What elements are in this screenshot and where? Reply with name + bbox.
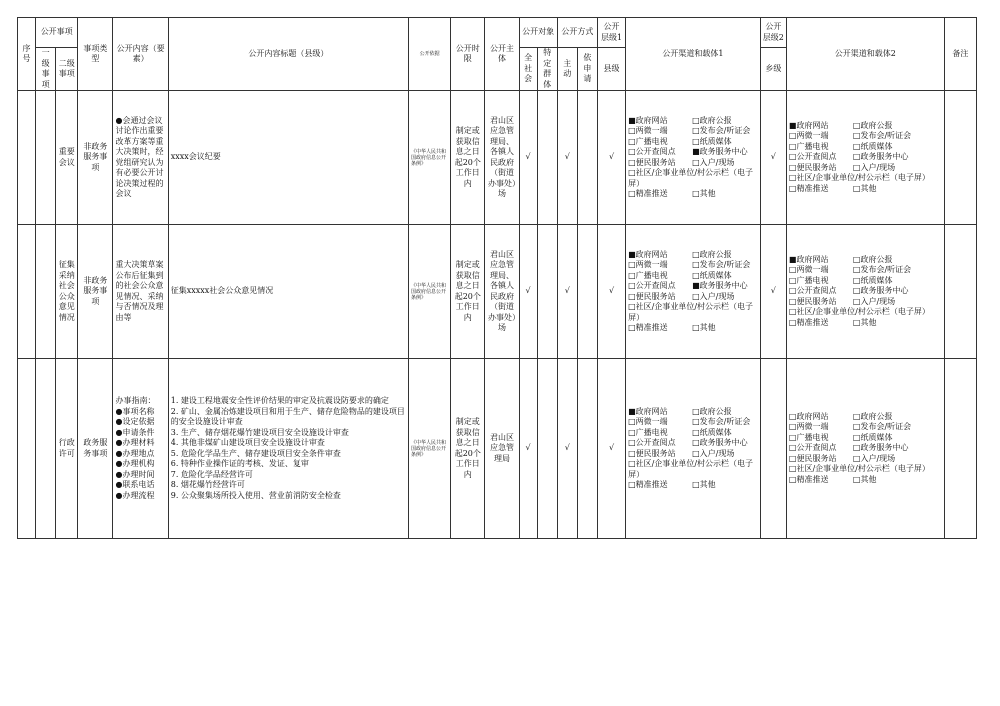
channel-option: □社区/企事业单位/村公示栏（电子屏）: [628, 459, 754, 479]
disclosure-table: [17, 17, 977, 539]
header-remarks: 备注: [944, 18, 976, 91]
channel-1-cell: [626, 91, 761, 225]
seq-cell: [18, 359, 36, 539]
channel-option: □精准推送 □其他: [788, 317, 877, 327]
subject-cell: 君山区应急管理局、各镇人民政府（街道办事处）场: [485, 225, 519, 359]
header-item-group: 公开事项: [36, 18, 78, 48]
header-content-elements: 公开内容（要素）: [113, 18, 168, 91]
channel-option: □社区/企事业单位/村公示栏（电子屏）: [788, 173, 930, 183]
type-cell: 非政务服务事项: [78, 91, 113, 225]
title-cell: 征集xxxxx社会公众意见情况: [168, 225, 408, 359]
channel-option: □精准推送 □其他: [628, 189, 716, 198]
county-cell: √: [597, 225, 625, 359]
township-cell: [760, 359, 786, 539]
channel-option: □公开查阅点 ■政务服务中心: [628, 147, 748, 156]
header-channel-2: 公开渠道和载体2: [786, 18, 944, 91]
header-target-group: 公开对象: [519, 18, 557, 48]
channel-option: □两微一端 □发布会/听证会: [628, 260, 751, 269]
channel-option: □便民服务站 □入户/现场: [788, 296, 896, 306]
channel-option: □公开查阅点 □政务服务中心: [788, 286, 909, 296]
header-on-request: 依申请: [577, 48, 597, 91]
header-time-limit: 公开时限: [451, 18, 485, 91]
channel-option: □便民服务站 □入户/现场: [788, 162, 896, 172]
channel-option: □公开查阅点 □政务服务中心: [788, 152, 909, 162]
type-cell: 非政务服务事项: [78, 225, 113, 359]
channel-option: ■政府网站 □政府公报: [788, 254, 893, 264]
channel-2-cell: [786, 359, 944, 539]
header-county: 县级: [597, 48, 625, 91]
header-all-society: 全社会: [519, 48, 537, 91]
channel-1-cell: [626, 225, 761, 359]
header-township: 乡级: [760, 48, 786, 91]
subject-cell: 君山区应急管理局: [485, 359, 519, 539]
channel-option: □两微一端 □发布会/听证会: [788, 422, 912, 432]
channel-option: □广播电视 □纸质媒体: [788, 432, 893, 442]
header-item-type: 事项类型: [78, 18, 113, 91]
seq-cell: [18, 225, 36, 359]
basis-cell: 《中华人民共和国政府信息公开条例》: [409, 225, 451, 359]
channel-option: □社区/企事业单位/村公示栏（电子屏）: [628, 168, 754, 188]
seq-cell: [18, 91, 36, 225]
channel-option: □精准推送 □其他: [628, 480, 716, 489]
level1-cell: [36, 91, 56, 225]
channel-option: □精准推送 □其他: [788, 183, 877, 193]
channel-option: □广播电视 □纸质媒体: [628, 270, 732, 280]
title-cell: 1. 建设工程地震安全性评价结果的审定及抗震设防要求的确定 2. 矿山、金属冶炼建设项目和用于生产、储存危险物品的建设项目的安全设施设计审查 3. 生产、储存烟花爆竹建设项目安全设施设计审查 4. 其他非煤矿山建设项目安全设施设计审查 5. 危险化学品生产、储存建设项目安全条件审查 6. 特种作业操作证的考核、发证、复审 7. 危险化学品经营许可 8. 烟花爆竹经营许可 9. 公众聚集场所投入使用、营业前消防安全检查: [168, 359, 408, 539]
basis-cell: 《中华人民共和国政府信息公开条例》: [409, 359, 451, 539]
channel-option: □公开查阅点 □政务服务中心: [788, 443, 909, 453]
remarks-cell: [944, 91, 976, 225]
channel-option: □社区/企事业单位/村公示栏（电子屏）: [628, 302, 754, 322]
header-level1: 一级事项: [36, 48, 56, 91]
on-request-cell: [577, 91, 597, 225]
elements-cell: ●会通过会议讨论作出重要改革方案等重大决策时，经党组研究认为有必要公开讨论决策过程的会议: [113, 91, 168, 225]
channel-option: □社区/企事业单位/村公示栏（电子屏）: [788, 464, 930, 474]
channel-option: □广播电视 □纸质媒体: [788, 275, 893, 285]
header-basis: 公开依据: [409, 18, 451, 91]
level1-cell: [36, 225, 56, 359]
type-cell: 政务服务事项: [78, 359, 113, 539]
channel-1-cell: [626, 359, 761, 539]
table-row: [18, 91, 977, 225]
header-channel-1: 公开渠道和载体1: [626, 18, 761, 91]
channel-2-cell: [786, 91, 944, 225]
time-limit-cell: 制定或获取信息之日起20个工作日内: [451, 91, 485, 225]
active-cell: √: [557, 91, 577, 225]
channel-option: ■政府网站 □政府公报: [628, 249, 732, 259]
county-cell: √: [597, 359, 625, 539]
channel-option: □广播电视 □纸质媒体: [628, 427, 732, 437]
channel-option: □便民服务站 □入户/现场: [788, 453, 896, 463]
channel-option: □广播电视 □纸质媒体: [788, 141, 893, 151]
channel-option: □两微一端 □发布会/听证会: [788, 265, 912, 275]
level2-cell: 征集采纳社会公众意见情况: [56, 225, 78, 359]
channel-option: ■政府网站 □政府公报: [788, 120, 893, 130]
channel-option: ■政府网站 □政府公报: [628, 115, 732, 125]
table-row: [18, 359, 977, 539]
specific-cell: [537, 91, 557, 225]
all-society-cell: √: [519, 359, 537, 539]
channel-option: □广播电视 □纸质媒体: [628, 136, 732, 146]
elements-cell: 办事指南： ●事项名称 ●设定依据 ●申请条件 ●办理材料 ●办理地点 ●办理机构 ●办理时间 ●联系电话 ●办理流程: [113, 359, 168, 539]
county-cell: √: [597, 91, 625, 225]
channel-2-cell: [786, 225, 944, 359]
active-cell: √: [557, 359, 577, 539]
time-limit-cell: 制定或获取信息之日起20个工作日内: [451, 225, 485, 359]
channel-option: □便民服务站 □入户/现场: [628, 448, 735, 458]
all-society-cell: √: [519, 225, 537, 359]
channel-option: □两微一端 □发布会/听证会: [628, 126, 751, 135]
header-level-1: 公开层级1: [597, 18, 625, 48]
basis-cell: 《中华人民共和国政府信息公开条例》: [409, 91, 451, 225]
active-cell: √: [557, 225, 577, 359]
header-level-2: 公开层级2: [760, 18, 786, 48]
channel-option: ■政府网站 □政府公报: [628, 406, 732, 416]
level2-cell: 重要会议: [56, 91, 78, 225]
table-row: [18, 225, 977, 359]
header-subject: 公开主体: [485, 18, 519, 91]
header-content-title: 公开内容标题（县级）: [168, 18, 408, 91]
on-request-cell: [577, 359, 597, 539]
remarks-cell: [944, 225, 976, 359]
header-seq: 序号: [18, 18, 36, 91]
subject-cell: 君山区应急管理局、各镇人民政府（街道办事处）场: [485, 91, 519, 225]
channel-option: □两微一端 □发布会/听证会: [628, 417, 751, 426]
time-limit-cell: 制定或获取信息之日起20个工作日内: [451, 359, 485, 539]
channel-option: □精准推送 □其他: [788, 474, 877, 484]
channel-option: □公开查阅点 ■政务服务中心: [628, 281, 748, 290]
channel-option: □两微一端 □发布会/听证会: [788, 131, 912, 141]
header-level2: 二级事项: [56, 48, 78, 91]
all-society-cell: √: [519, 91, 537, 225]
header-specific-group: 特定群体: [537, 48, 557, 91]
township-cell: √: [760, 225, 786, 359]
channel-option: □便民服务站 □入户/现场: [628, 157, 735, 167]
header-method-group: 公开方式: [557, 18, 597, 48]
title-cell: xxxx会议纪要: [168, 91, 408, 225]
specific-cell: [537, 359, 557, 539]
township-cell: √: [760, 91, 786, 225]
remarks-cell: [944, 359, 976, 539]
level1-cell: [36, 359, 56, 539]
channel-option: □便民服务站 □入户/现场: [628, 291, 735, 301]
channel-option: □政府网站 □政府公报: [788, 411, 893, 421]
header-active: 主动: [557, 48, 577, 91]
on-request-cell: [577, 225, 597, 359]
channel-option: □公开查阅点 □政务服务中心: [628, 438, 748, 447]
specific-cell: [537, 225, 557, 359]
level2-cell: 行政许可: [56, 359, 78, 539]
elements-cell: 重大决策草案公布后征集到的社会公众意见情况、采纳与否情况及理由等: [113, 225, 168, 359]
channel-option: □精准推送 □其他: [628, 323, 716, 332]
channel-option: □社区/企事业单位/村公示栏（电子屏）: [788, 307, 930, 317]
